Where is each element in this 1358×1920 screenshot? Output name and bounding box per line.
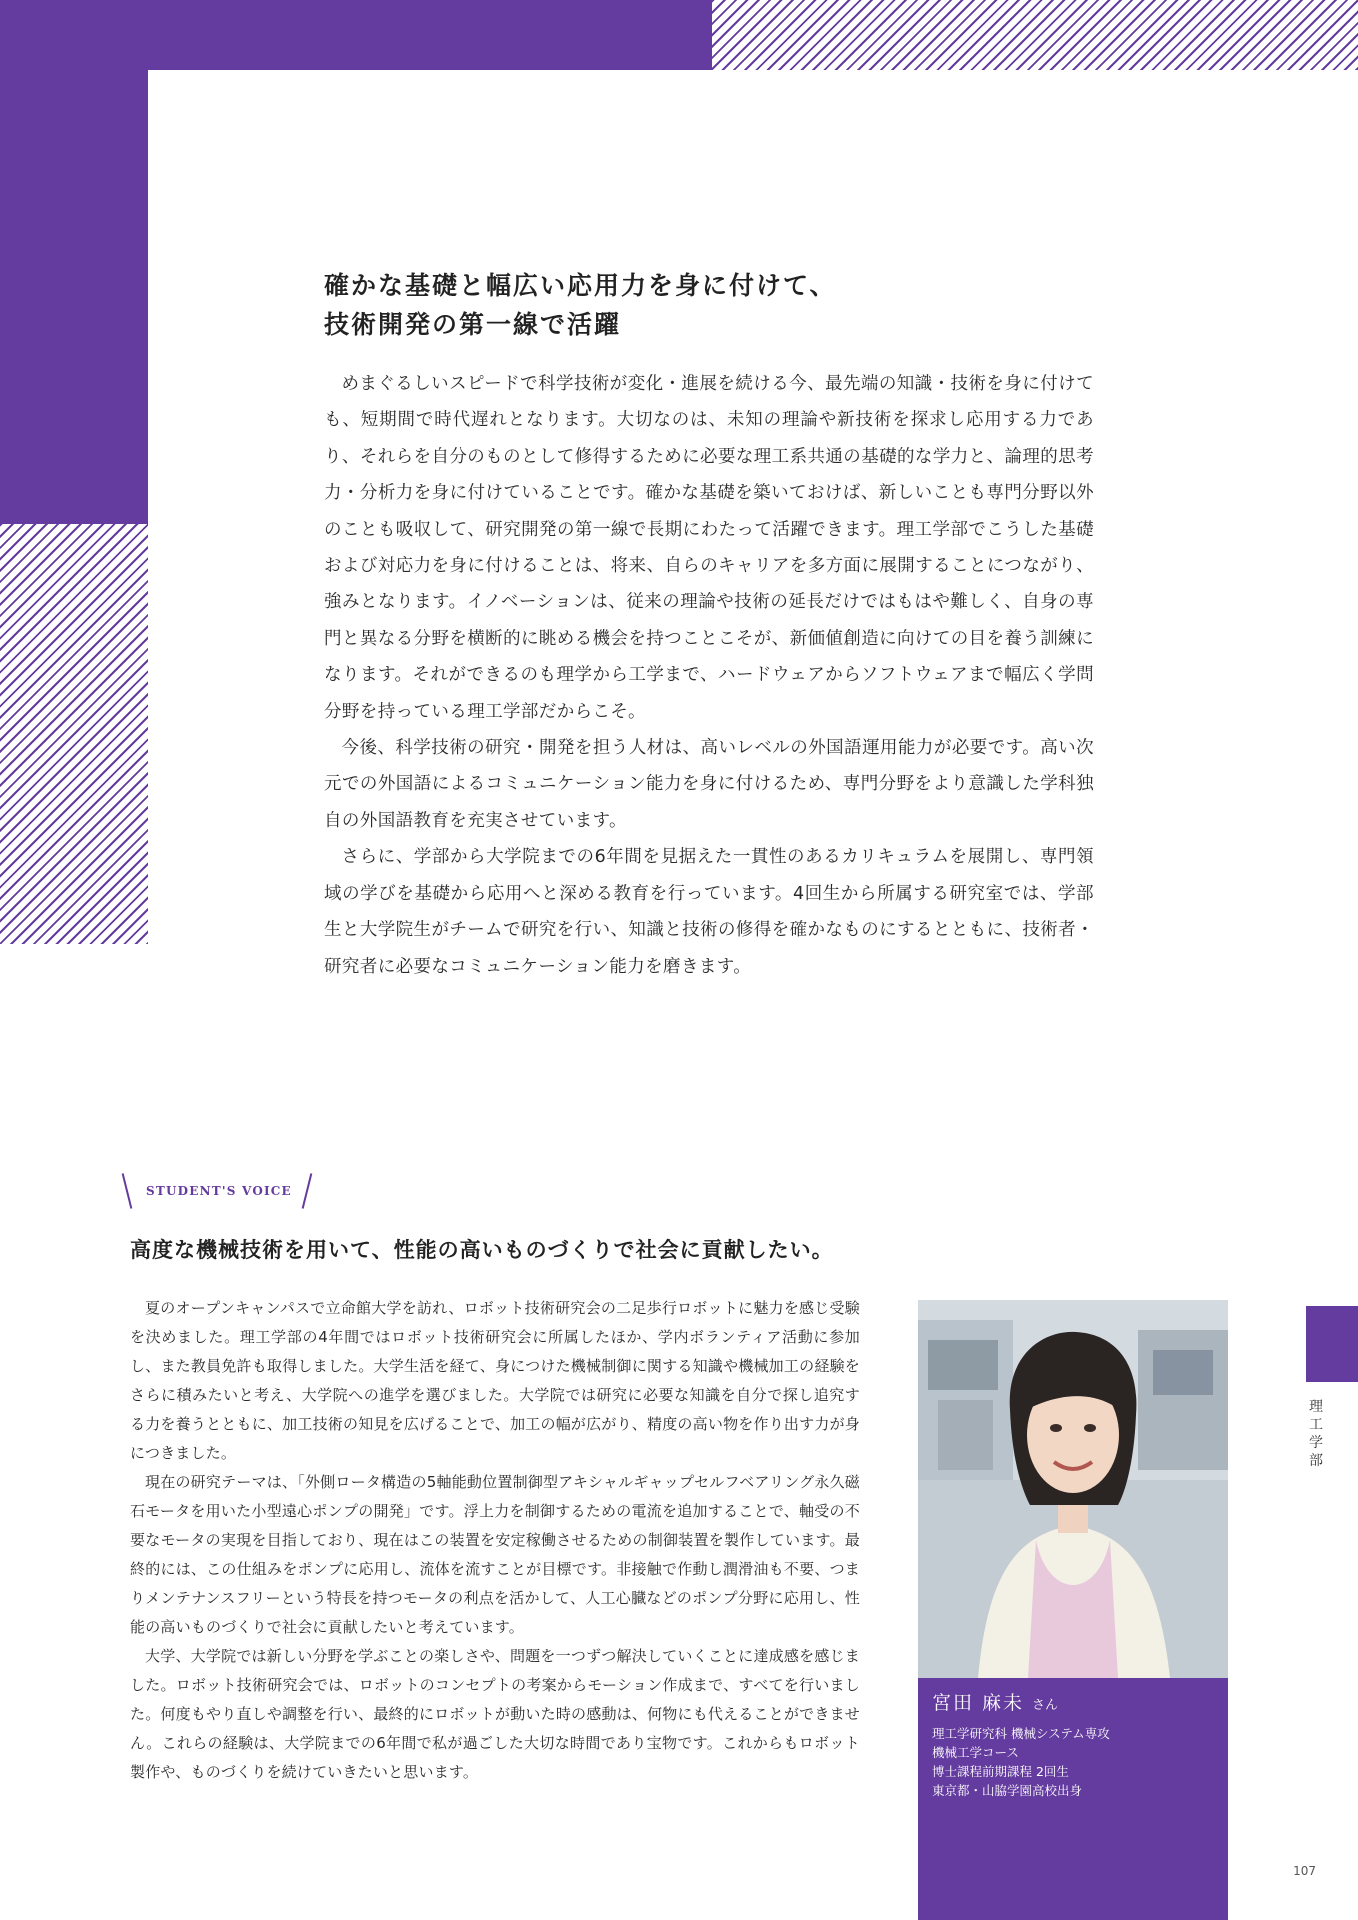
voice-paragraph-2: 現在の研究テーマは、「外側ロータ構造の5軸能動位置制御型アキシャルギャップセルフベアリング永久磁石モータを用いた小型遠心ポンプの開発」です。浮上力を制御するための電流を追加することで、軸受の不要なモータの実現を目指しており、現在はこの装置を安定稼働させるための制御装置を製作しています。最終的には、この仕組みをポンプに応用し、流体を流すことが目標です。非接触で作動し潤滑油も不要、つまりメンテナンスフリーという特長を持つモータの利点を活かして、人工心臓などのポンプ分野に応用し、性能の高いものづくりで社会に貢献したいと考えています。	[130, 1473, 860, 1636]
student-details	[932, 1724, 1110, 1800]
student-profile-card	[918, 1678, 1228, 1920]
section-label-char: 理	[1309, 1399, 1323, 1415]
intro-paragraph-2: 今後、科学技術の研究・開発を担う人材は、高いレベルの外国語運用能力が必要です。高い次元での外国語によるコミュニケーション能力を身に付けるため、専門分野をより意識した学科独自の外国語教育を充実させています。	[324, 738, 1094, 831]
slash-right-decoration	[302, 1173, 313, 1208]
student-portrait-illustration	[918, 1300, 1228, 1678]
section-label-char: 工	[1309, 1417, 1323, 1433]
headline	[324, 266, 1124, 344]
students-voice-tag	[126, 1172, 308, 1210]
section-label-char: 部	[1309, 1453, 1323, 1469]
students-voice-label: STUDENT'S VOICE	[146, 1184, 292, 1198]
page-number: 107	[1293, 1864, 1316, 1878]
voice-paragraph-1: 夏のオープンキャンパスで立命館大学を訪れ、ロボット技術研究会の二足歩行ロボットに魅力を感じ受験を決めました。理工学部の4年間ではロボット技術研究会に所属したほか、学内ボランティア活動に参加し、また教員免許も取得しました。大学生活を経て、身につけた機械制御に関する知識や機械加工の経験をさらに積みたいと考え、大学院への進学を選びました。大学院では研究に必要な知識を自分で探し追究する力を養うとともに、加工技術の知見を広げることで、加工の幅が広がり、精度の高い物を作り出す力が身につきました。	[130, 1299, 860, 1462]
student-high-school: 東京都・山脇学園高校出身	[932, 1783, 1083, 1798]
student-photo	[918, 1300, 1228, 1678]
voice-paragraph-3: 大学、大学院では新しい分野を学ぶことの楽しさや、問題を一つずつ解決していくことに達成感を感じました。ロボット技術研究会では、ロボットのコンセプトの考案からモーション作成まで、すべてを行いました。何度もやり直しや調整を行い、最終的にロボットが動いた時の感動は、何物にも代えることができません。これらの経験は、大学院までの6年間で私が過ごした大切な時間であり宝物です。これからもロボット製作や、ものづくりを続けていきたいと思います。	[130, 1647, 860, 1781]
student-year: 博士課程前期課程 2回生	[932, 1764, 1069, 1779]
students-voice-body	[130, 1294, 860, 1787]
intro-text	[324, 366, 1094, 985]
section-index-label	[1304, 1398, 1328, 1470]
student-course: 機械工学コース	[932, 1745, 1019, 1760]
left-stripe-pattern	[0, 524, 148, 944]
slash-left-decoration	[122, 1173, 133, 1208]
intro-paragraph-1: めまぐるしいスピードで科学技術が変化・進展を続ける今、最先端の知識・技術を身に付けても、短期間で時代遅れとなります。大切なのは、未知の理論や新技術を探求し応用する力であり、それらを自分のものとして修得するために必要な理工系共通の基礎的な学力と、論理的思考力・分析力を身に付けていることです。確かな基礎を築いておけば、新しいことも専門分野以外のことも吸収して、研究開発の第一線で長期にわたって活躍できます。理工学部でこうした基礎および対応力を身に付けることは、将来、自らのキャリアを多方面に展開することにつながり、強みとなります。イノベーションは、従来の理論や技術の延長だけではもはや難しく、自身の専門と異なる分野を横断的に眺める機会を持つことこそが、新価値創造に向けての目を養う訓練になります。それができるのも理学から工学まで、ハードウェアからソフトウェアまで幅広く学問分野を持っている理工学部だからこそ。	[324, 374, 1094, 722]
headline-line-2: 技術開発の第一線で活躍	[324, 310, 622, 339]
student-name	[932, 1688, 1058, 1715]
left-accent-bar	[0, 0, 148, 524]
section-label-char: 学	[1309, 1435, 1323, 1451]
student-graduate-school: 理工学研究科 機械システム専攻	[932, 1726, 1110, 1741]
top-stripe-pattern	[712, 0, 1358, 70]
headline-line-1: 確かな基礎と幅広い応用力を身に付けて、	[324, 271, 837, 300]
student-name-text: 宮田 麻未	[932, 1692, 1025, 1714]
section-index-tab	[1306, 1306, 1358, 1382]
students-voice-title: 高度な機械技術を用いて、性能の高いものづくりで社会に貢献したい。	[130, 1238, 834, 1262]
intro-paragraph-3: さらに、学部から大学院までの6年間を見据えた一貫性のあるカリキュラムを展開し、専門領域の学びを基礎から応用へと深める教育を行っています。4回生から所属する研究室では、学部生と大学院生がチームで研究を行い、知識と技術の修得を確かなものにするとともに、技術者・研究者に必要なコミュニケーション能力を磨きます。	[324, 847, 1094, 977]
student-honorific: さん	[1032, 1698, 1059, 1713]
